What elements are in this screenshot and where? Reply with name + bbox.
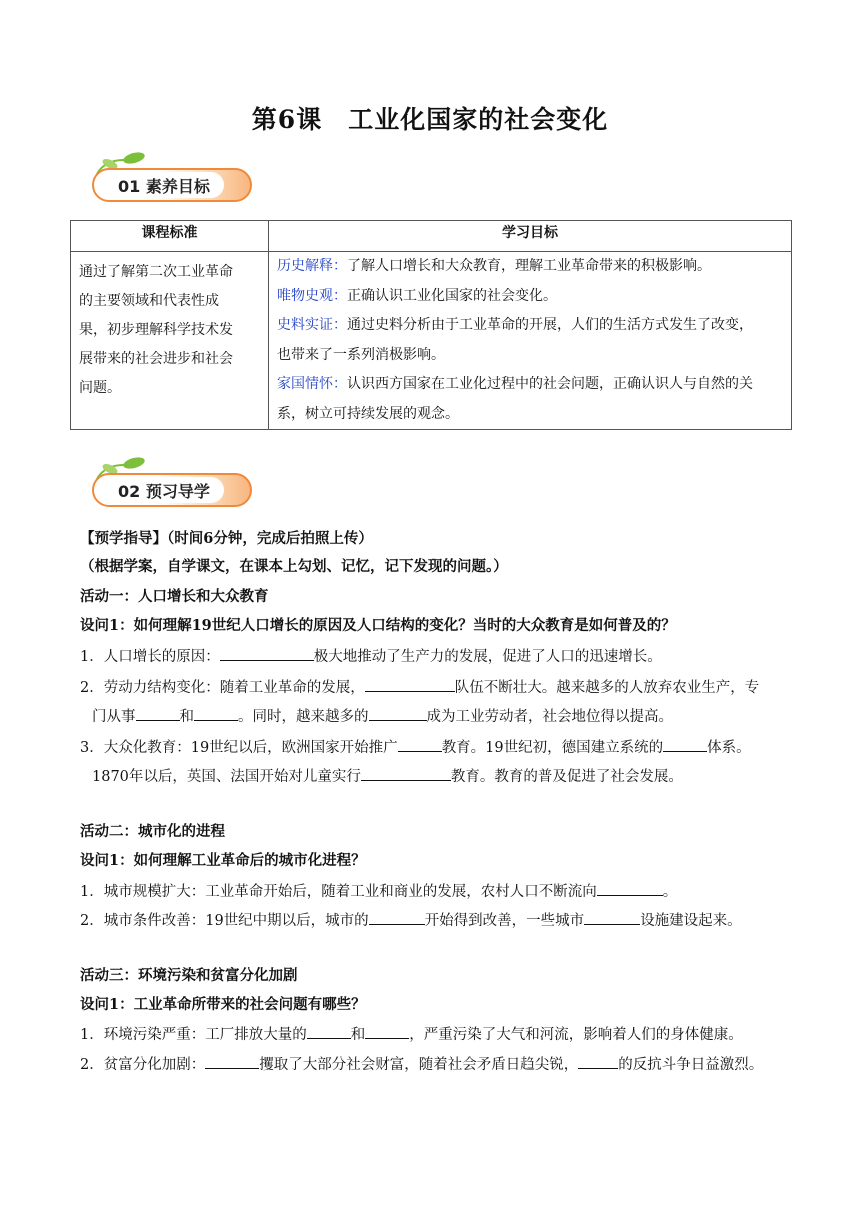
standard-line: 问题。 bbox=[79, 380, 121, 396]
activity-title: 活动三：环境污染和贫富分化加剧 bbox=[80, 967, 298, 984]
goal-item: 历史解释：了解人口增长和大众教育，理解工业革命带来的积极影响。 bbox=[277, 258, 711, 274]
activity-title: 活动二：城市化的进程 bbox=[80, 823, 225, 840]
goal-item-cont: 也带来了一系列消极影响。 bbox=[277, 346, 445, 363]
fill-blank[interactable] bbox=[361, 766, 451, 781]
goals-table bbox=[70, 220, 792, 430]
fill-blank[interactable] bbox=[365, 677, 455, 692]
fill-blank[interactable] bbox=[663, 737, 707, 752]
fill-blank[interactable] bbox=[369, 910, 425, 925]
fill-blank[interactable] bbox=[597, 881, 663, 896]
answer-line: 2．贫富分化加剧： 攫取了大部分社会财富，随着社会矛盾日趋尖锐， 的反抗斗争日益激烈。 bbox=[80, 1053, 763, 1074]
fill-blank[interactable] bbox=[205, 1054, 259, 1069]
fill-blank[interactable] bbox=[584, 910, 640, 925]
standard-line: 的主要领域和代表性成 bbox=[79, 293, 219, 309]
question: 设问1：如何理解19世纪人口增长的原因及人口结构的变化？当时的大众教育是如何普及的？ bbox=[80, 617, 676, 634]
table-header-standard: 课程标准 bbox=[71, 221, 269, 252]
learning-goals-cell bbox=[269, 252, 792, 430]
section-badge-goals bbox=[84, 150, 264, 212]
standard-line: 通过了解第二次工业革命 bbox=[79, 264, 233, 280]
goal-item: 唯物史观：正确认识工业化国家的社会变化。 bbox=[277, 287, 557, 304]
fill-blank[interactable] bbox=[220, 646, 314, 661]
activity-title: 活动一：人口增长和大众教育 bbox=[80, 588, 269, 605]
fill-blank[interactable] bbox=[307, 1024, 351, 1039]
answer-line: 门从事 和 。同时，越来越多的 成为工业劳动者，社会地位得以提高。 bbox=[92, 705, 673, 726]
fill-blank[interactable] bbox=[136, 706, 180, 721]
answer-line: 2．城市条件改善：19世纪中期以后，城市的 开始得到改善，一些城市 设施建设起来。 bbox=[80, 909, 742, 930]
table-header-goals: 学习目标 bbox=[269, 221, 792, 252]
question: 设问1：工业革命所带来的社会问题有哪些？ bbox=[80, 996, 366, 1013]
question: 设问1：如何理解工业革命后的城市化进程？ bbox=[80, 852, 366, 869]
fill-blank[interactable] bbox=[369, 706, 427, 721]
section-badge-preview bbox=[84, 455, 264, 517]
section-label: 02 预习导学 bbox=[118, 482, 210, 501]
fill-blank[interactable] bbox=[578, 1054, 618, 1069]
guide-heading: 【预学指导】（时间6分钟，完成后拍照上传） bbox=[80, 530, 373, 547]
section-label: 01 素养目标 bbox=[118, 177, 210, 196]
answer-line: 1．人口增长的原因： 极大地推动了生产力的发展，促进了人口的迅速增长。 bbox=[80, 645, 662, 666]
standard-line: 展带来的社会进步和社会 bbox=[79, 351, 233, 367]
guide-note: （根据学案，自学课文，在课本上勾划、记忆，记下发现的问题。） bbox=[80, 558, 508, 575]
fill-blank[interactable] bbox=[365, 1024, 409, 1039]
goal-item-cont: 系，树立可持续发展的观念。 bbox=[277, 405, 459, 422]
answer-line: 2．劳动力结构变化：随着工业革命的发展， 队伍不断壮大。越来越多的人放弃农业生产，专 bbox=[80, 676, 759, 697]
standard-line: 果，初步理解科学技术发 bbox=[79, 322, 233, 338]
course-standard-cell bbox=[71, 252, 269, 430]
page-title: 第6课 工业化国家的社会变化 bbox=[251, 105, 609, 134]
goal-item: 史料实证：通过史料分析由于工业革命的开展，人们的生活方式发生了改变， bbox=[277, 317, 753, 333]
answer-line: 1．城市规模扩大：工业革命开始后，随着工业和商业的发展，农村人口不断流向 。 bbox=[80, 880, 677, 901]
goal-item: 家国情怀：认识西方国家在工业化过程中的社会问题，正确认识人与自然的关 bbox=[277, 376, 753, 392]
fill-blank[interactable] bbox=[194, 706, 238, 721]
answer-line: 1870年以后，英国、法国开始对儿童实行 教育。教育的普及促进了社会发展。 bbox=[92, 765, 683, 786]
answer-line: 3．大众化教育：19世纪以后，欧洲国家开始推广 教育。19世纪初，德国建立系统的 体系。 bbox=[80, 736, 751, 757]
answer-line: 1．环境污染严重：工厂排放大量的 和 ，严重污染了大气和河流，影响着人们的身体健康。 bbox=[80, 1023, 743, 1044]
fill-blank[interactable] bbox=[398, 737, 442, 752]
